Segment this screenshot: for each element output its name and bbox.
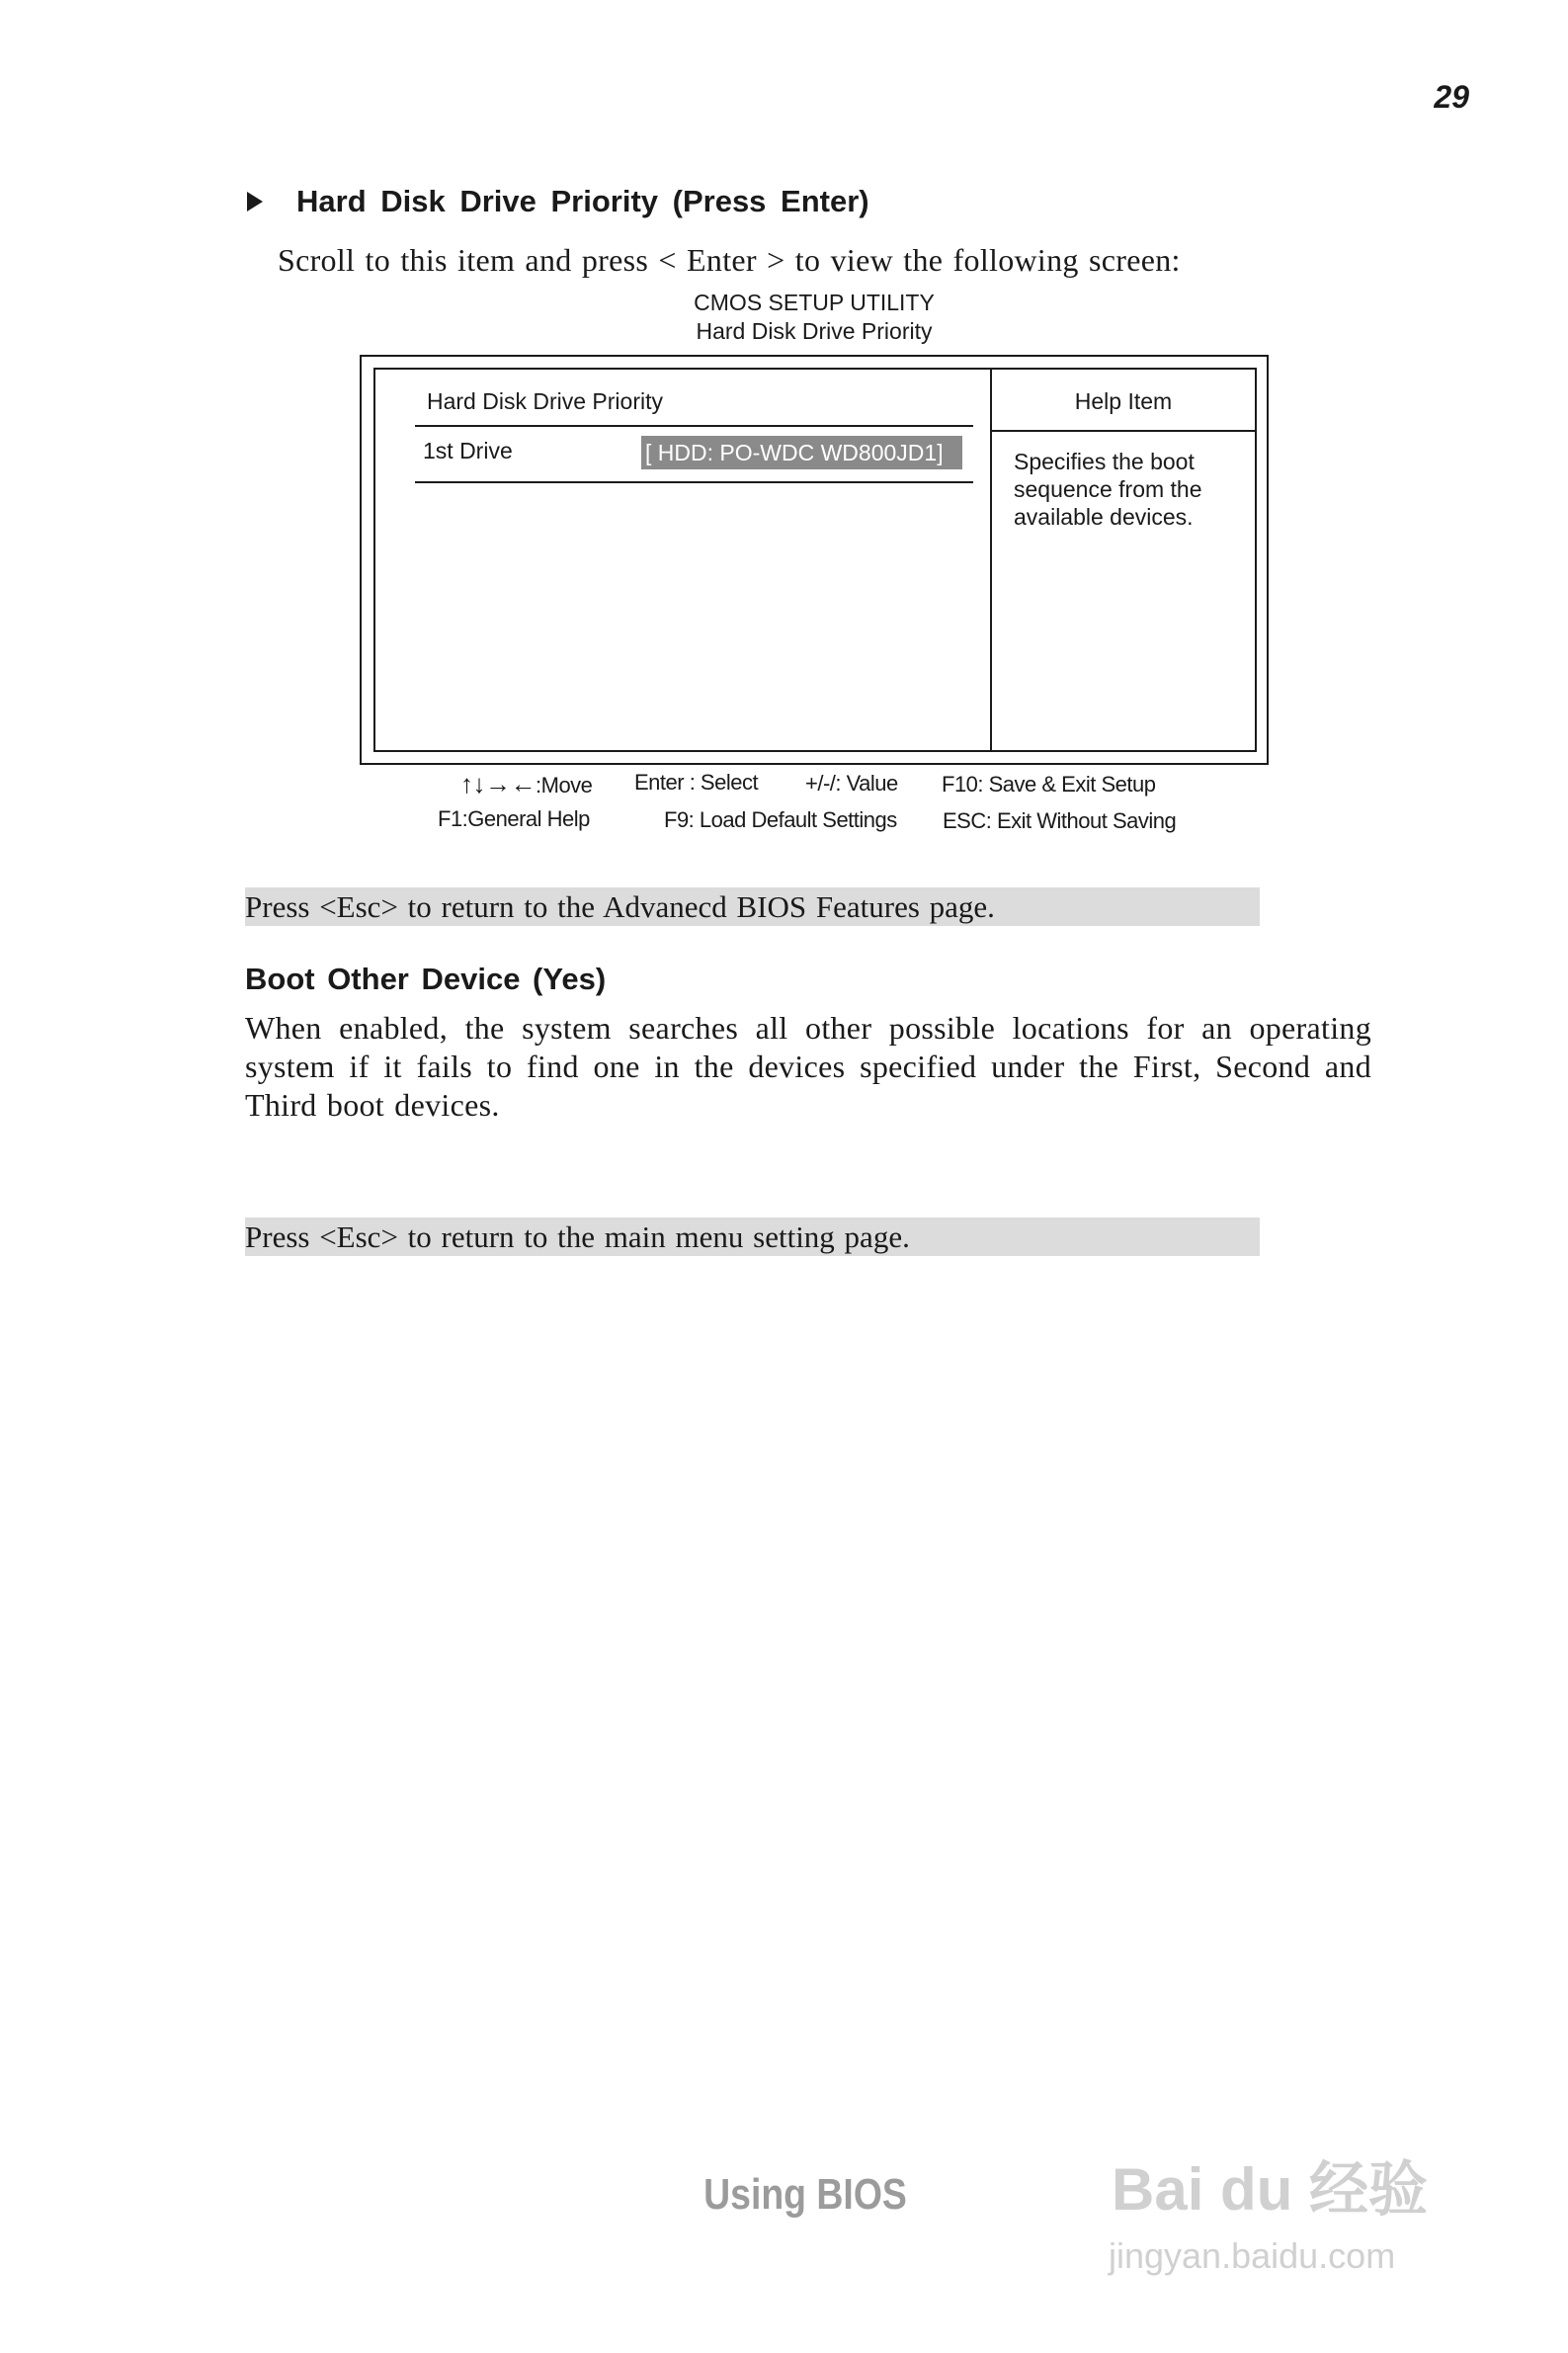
bios-heading-rule	[415, 425, 973, 427]
bios-panel-divider	[990, 368, 992, 752]
watermark-url: jingyan.baidu.com	[1109, 2235, 1396, 2276]
key-f1: F1:General Help	[438, 806, 590, 831]
help-item-heading: Help Item	[1074, 388, 1173, 414]
watermark-brand: Bai du 经验	[1112, 2156, 1429, 2223]
bios-row-label: 1st Drive	[423, 438, 513, 463]
bios-title: CMOS SETUP UTILITY	[694, 290, 935, 315]
bios-row-rule	[415, 481, 973, 483]
key-f9: F9: Load Default Settings	[664, 807, 897, 832]
bios-caption	[617, 289, 1012, 346]
key-value: +/-/: Value	[805, 771, 898, 796]
footer-title: Using BIOS	[703, 2170, 907, 2219]
bios-row-value[interactable]: [ HDD: PO-WDC WD800JD1]	[641, 436, 962, 469]
note-return-advanced: Press <Esc> to return to the Advanecd BIOS Features page.	[245, 887, 1260, 926]
bios-subtitle: Hard Disk Drive Priority	[696, 318, 933, 344]
key-select: Enter : Select	[634, 770, 759, 795]
section-heading-text: Hard Disk Drive Priority (Press Enter)	[296, 184, 869, 218]
help-item-text: Specifies the boot sequence from the available devices.	[1014, 449, 1202, 530]
arrow-keys-icon: ↑↓→←	[460, 769, 536, 798]
key-move-label: :Move	[536, 773, 593, 798]
section-heading	[247, 184, 869, 219]
boot-other-body: When enabled, the system searches all other possible locations for an operating system if it fails to find one in the devices specified under the First, Second and Third boot devices.	[245, 1010, 1371, 1123]
key-esc: ESC: Exit Without Saving	[943, 808, 1177, 833]
page-number: 29	[1434, 79, 1469, 115]
key-f10: F10: Save & Exit Setup	[942, 772, 1156, 797]
help-heading-rule	[992, 430, 1257, 432]
boot-other-heading: Boot Other Device (Yes)	[245, 962, 607, 996]
note-return-main: Press <Esc> to return to the main menu setting page.	[245, 1218, 1260, 1256]
bullet-triangle-icon	[247, 192, 263, 211]
section-intro: Scroll to this item and press < Enter > to view the following screen:	[278, 242, 1181, 278]
bios-panel-heading: Hard Disk Drive Priority	[427, 388, 663, 414]
key-move	[460, 769, 592, 799]
